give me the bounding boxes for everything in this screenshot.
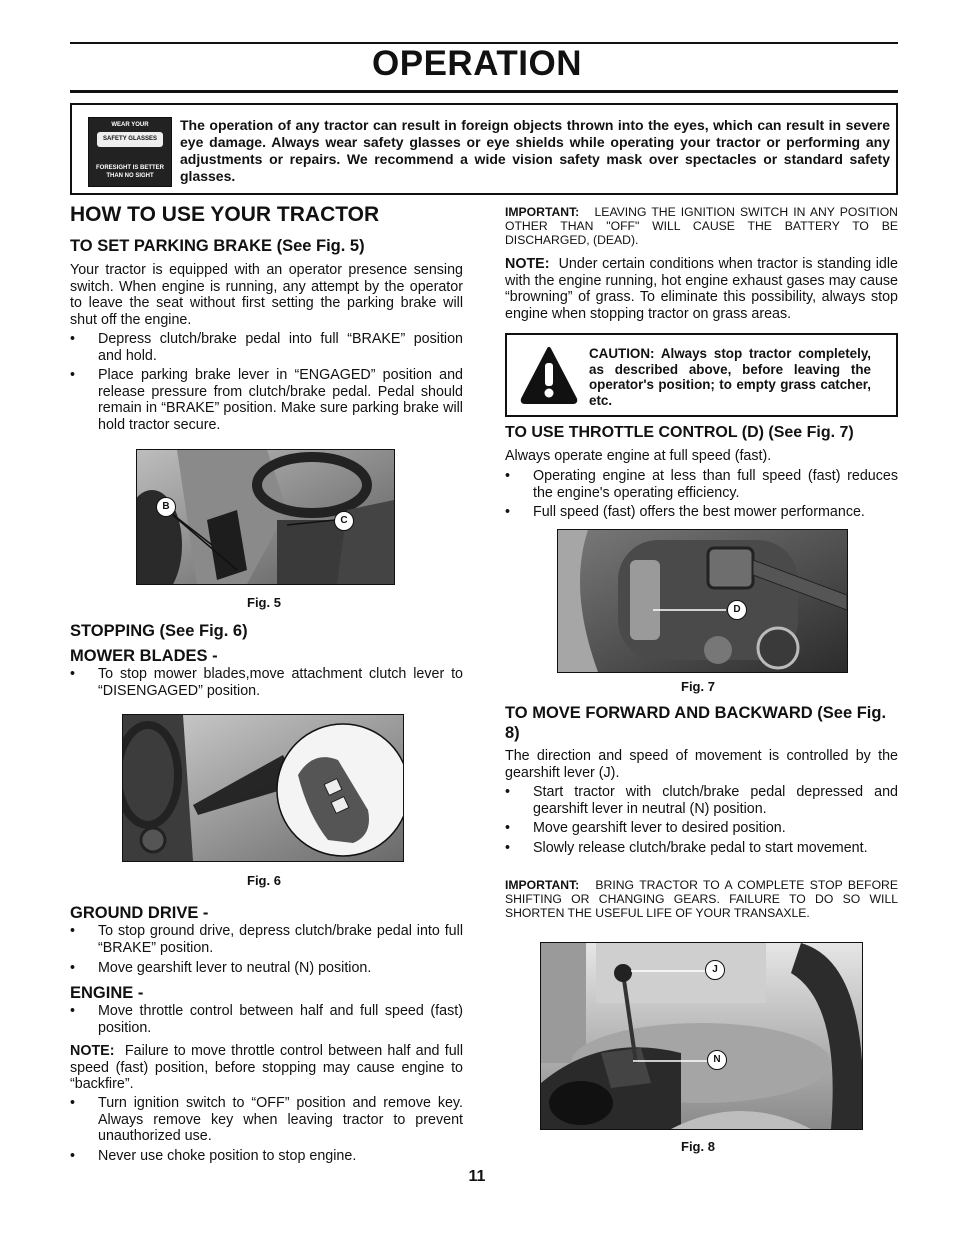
important-label: IMPORTANT: — [505, 878, 580, 892]
list-item: • Turn ignition switch to “OFF” position and remove key. Always remove key when leaving tractor to prevent unauthorized use. — [70, 1095, 463, 1144]
list-item: • Move gearshift lever to desired position. — [505, 820, 786, 836]
title-underline — [70, 90, 898, 93]
callout-b: B — [156, 497, 176, 517]
fig7-image — [557, 529, 848, 673]
fig7-caption: Fig. 7 — [681, 679, 715, 694]
safety-warning-text: The operation of any tractor can result in foreign objects thrown into the eyes, which can result in severe eye damage. Always wear safety glasses or eye shields while operating your tractor or performing any adjustments or repairs. We recommend a wide vision safety mask over spectacles or standard safety glasses. — [180, 117, 890, 184]
safety-icon-middle: SAFETY GLASSES — [97, 132, 163, 147]
important-label: IMPORTANT: — [505, 205, 580, 219]
list-item: • Move gearshift lever to neutral (N) position. — [70, 960, 372, 976]
parking-intro: Your tractor is equipped with an operator presence sensing switch. When engine is running, any attempt by the operator to leave the seat without first setting the parking brake will shut off the engine. — [70, 262, 463, 328]
important-ignition — [505, 205, 898, 247]
list-item: • Place parking brake lever in “ENGAGED” position and release pressure from clutch/brake pedal. Pedal should remain in “BRAKE” position. Make sure parking brake will hold tractor secure. — [70, 367, 463, 433]
exhaust-note-text: Under certain conditions when tractor is standing idle with the engine running, hot engine exhaust gases may cause “browning” of grass. To eliminate this possibility, always stop engine when stopping tractor on grass areas. — [505, 256, 898, 322]
safety-warning-box — [70, 103, 898, 195]
fig7-illustration — [558, 530, 847, 672]
move-heading: TO MOVE FORWARD AND BACKWARD (See Fig. 8) — [505, 704, 887, 742]
fig5-image — [136, 449, 395, 585]
throttle-heading: TO USE THROTTLE CONTROL (D) (See Fig. 7) — [505, 424, 854, 441]
callout-n: N — [707, 1050, 727, 1070]
callout-j: J — [705, 960, 725, 980]
callout-d: D — [727, 600, 747, 620]
stopping-heading: STOPPING (See Fig. 6) — [70, 622, 248, 640]
page-number: 11 — [468, 1168, 486, 1185]
list-item: • To stop ground drive, depress clutch/brake pedal into full “BRAKE” position. — [70, 923, 463, 956]
fig8-image — [540, 942, 863, 1130]
note-label: NOTE: — [505, 256, 550, 272]
list-item: • Move throttle control between half and full speed (fast) position. — [70, 1003, 463, 1036]
fig6-illustration — [123, 715, 403, 861]
safety-icon-top: WEAR YOUR — [111, 122, 149, 128]
fig5-caption: Fig. 5 — [247, 595, 281, 610]
safety-icon-bottom: FORESIGHT IS BETTER THAN NO SIGHT — [95, 165, 164, 179]
engine-heading: ENGINE - — [70, 984, 144, 1002]
fig5-illustration — [137, 450, 394, 584]
caution-text: CAUTION: Always stop tractor completely, as described above, before leaving the operator's position; to empty grass catcher, etc. — [589, 346, 871, 408]
throttle-intro: Always operate engine at full speed (fast). — [505, 448, 772, 464]
fig6-image — [122, 714, 404, 862]
list-item: • Operating engine at less than full speed (fast) reduces the engine's operating efficiency. — [505, 468, 898, 501]
list-item: • Start tractor with clutch/brake pedal depressed and gearshift lever in neutral (N) position. — [505, 784, 898, 817]
callout-c: C — [334, 511, 354, 531]
engine-note-text: Failure to move throttle control between half and full speed (fast) position, before stopping may cause engine to “backfire”. — [70, 1043, 463, 1092]
fig6-caption: Fig. 6 — [247, 873, 281, 888]
warning-triangle-icon — [519, 345, 579, 405]
important-stop — [505, 878, 898, 920]
list-item: • Slowly release clutch/brake pedal to start movement. — [505, 840, 868, 856]
important-ignition-text: LEAVING THE IGNITION SWITCH IN ANY POSITION OTHER THAN "OFF" WILL CAUSE THE BATTERY TO BE DISCHARGED, (DEAD). — [505, 205, 898, 247]
important-stop-text: BRING TRACTOR TO A COMPLETE STOP BEFORE SHIFTING OR CHANGING GEARS. FAILURE TO DO SO WILL SHORTEN THE USEFUL LIFE OF YOUR TRANSAXLE. — [505, 878, 898, 920]
ground-drive-heading: GROUND DRIVE - — [70, 904, 209, 922]
fig8-illustration — [541, 943, 862, 1129]
move-intro: The direction and speed of movement is controlled by the gearshift lever (J). — [505, 748, 898, 781]
section-title: HOW TO USE YOUR TRACTOR — [70, 203, 380, 226]
caution-box — [505, 333, 898, 417]
list-item: • To stop mower blades,move attachment clutch lever to “DISENGAGED” position. — [70, 666, 463, 699]
fig8-caption: Fig. 8 — [681, 1139, 715, 1154]
engine-note-label: NOTE: — [70, 1043, 115, 1059]
engine-note — [70, 1043, 463, 1093]
parking-brake-heading: TO SET PARKING BRAKE (See Fig. 5) — [70, 237, 365, 255]
list-item: • Depress clutch/brake pedal into full “BRAKE” position and hold. — [70, 331, 463, 364]
exhaust-note — [505, 256, 898, 322]
mower-blades-heading: MOWER BLADES - — [70, 647, 218, 665]
page-title: OPERATION — [372, 44, 582, 83]
list-item: • Never use choke position to stop engine. — [70, 1148, 357, 1164]
safety-glasses-icon — [88, 117, 172, 187]
list-item: • Full speed (fast) offers the best mower performance. — [505, 504, 865, 520]
